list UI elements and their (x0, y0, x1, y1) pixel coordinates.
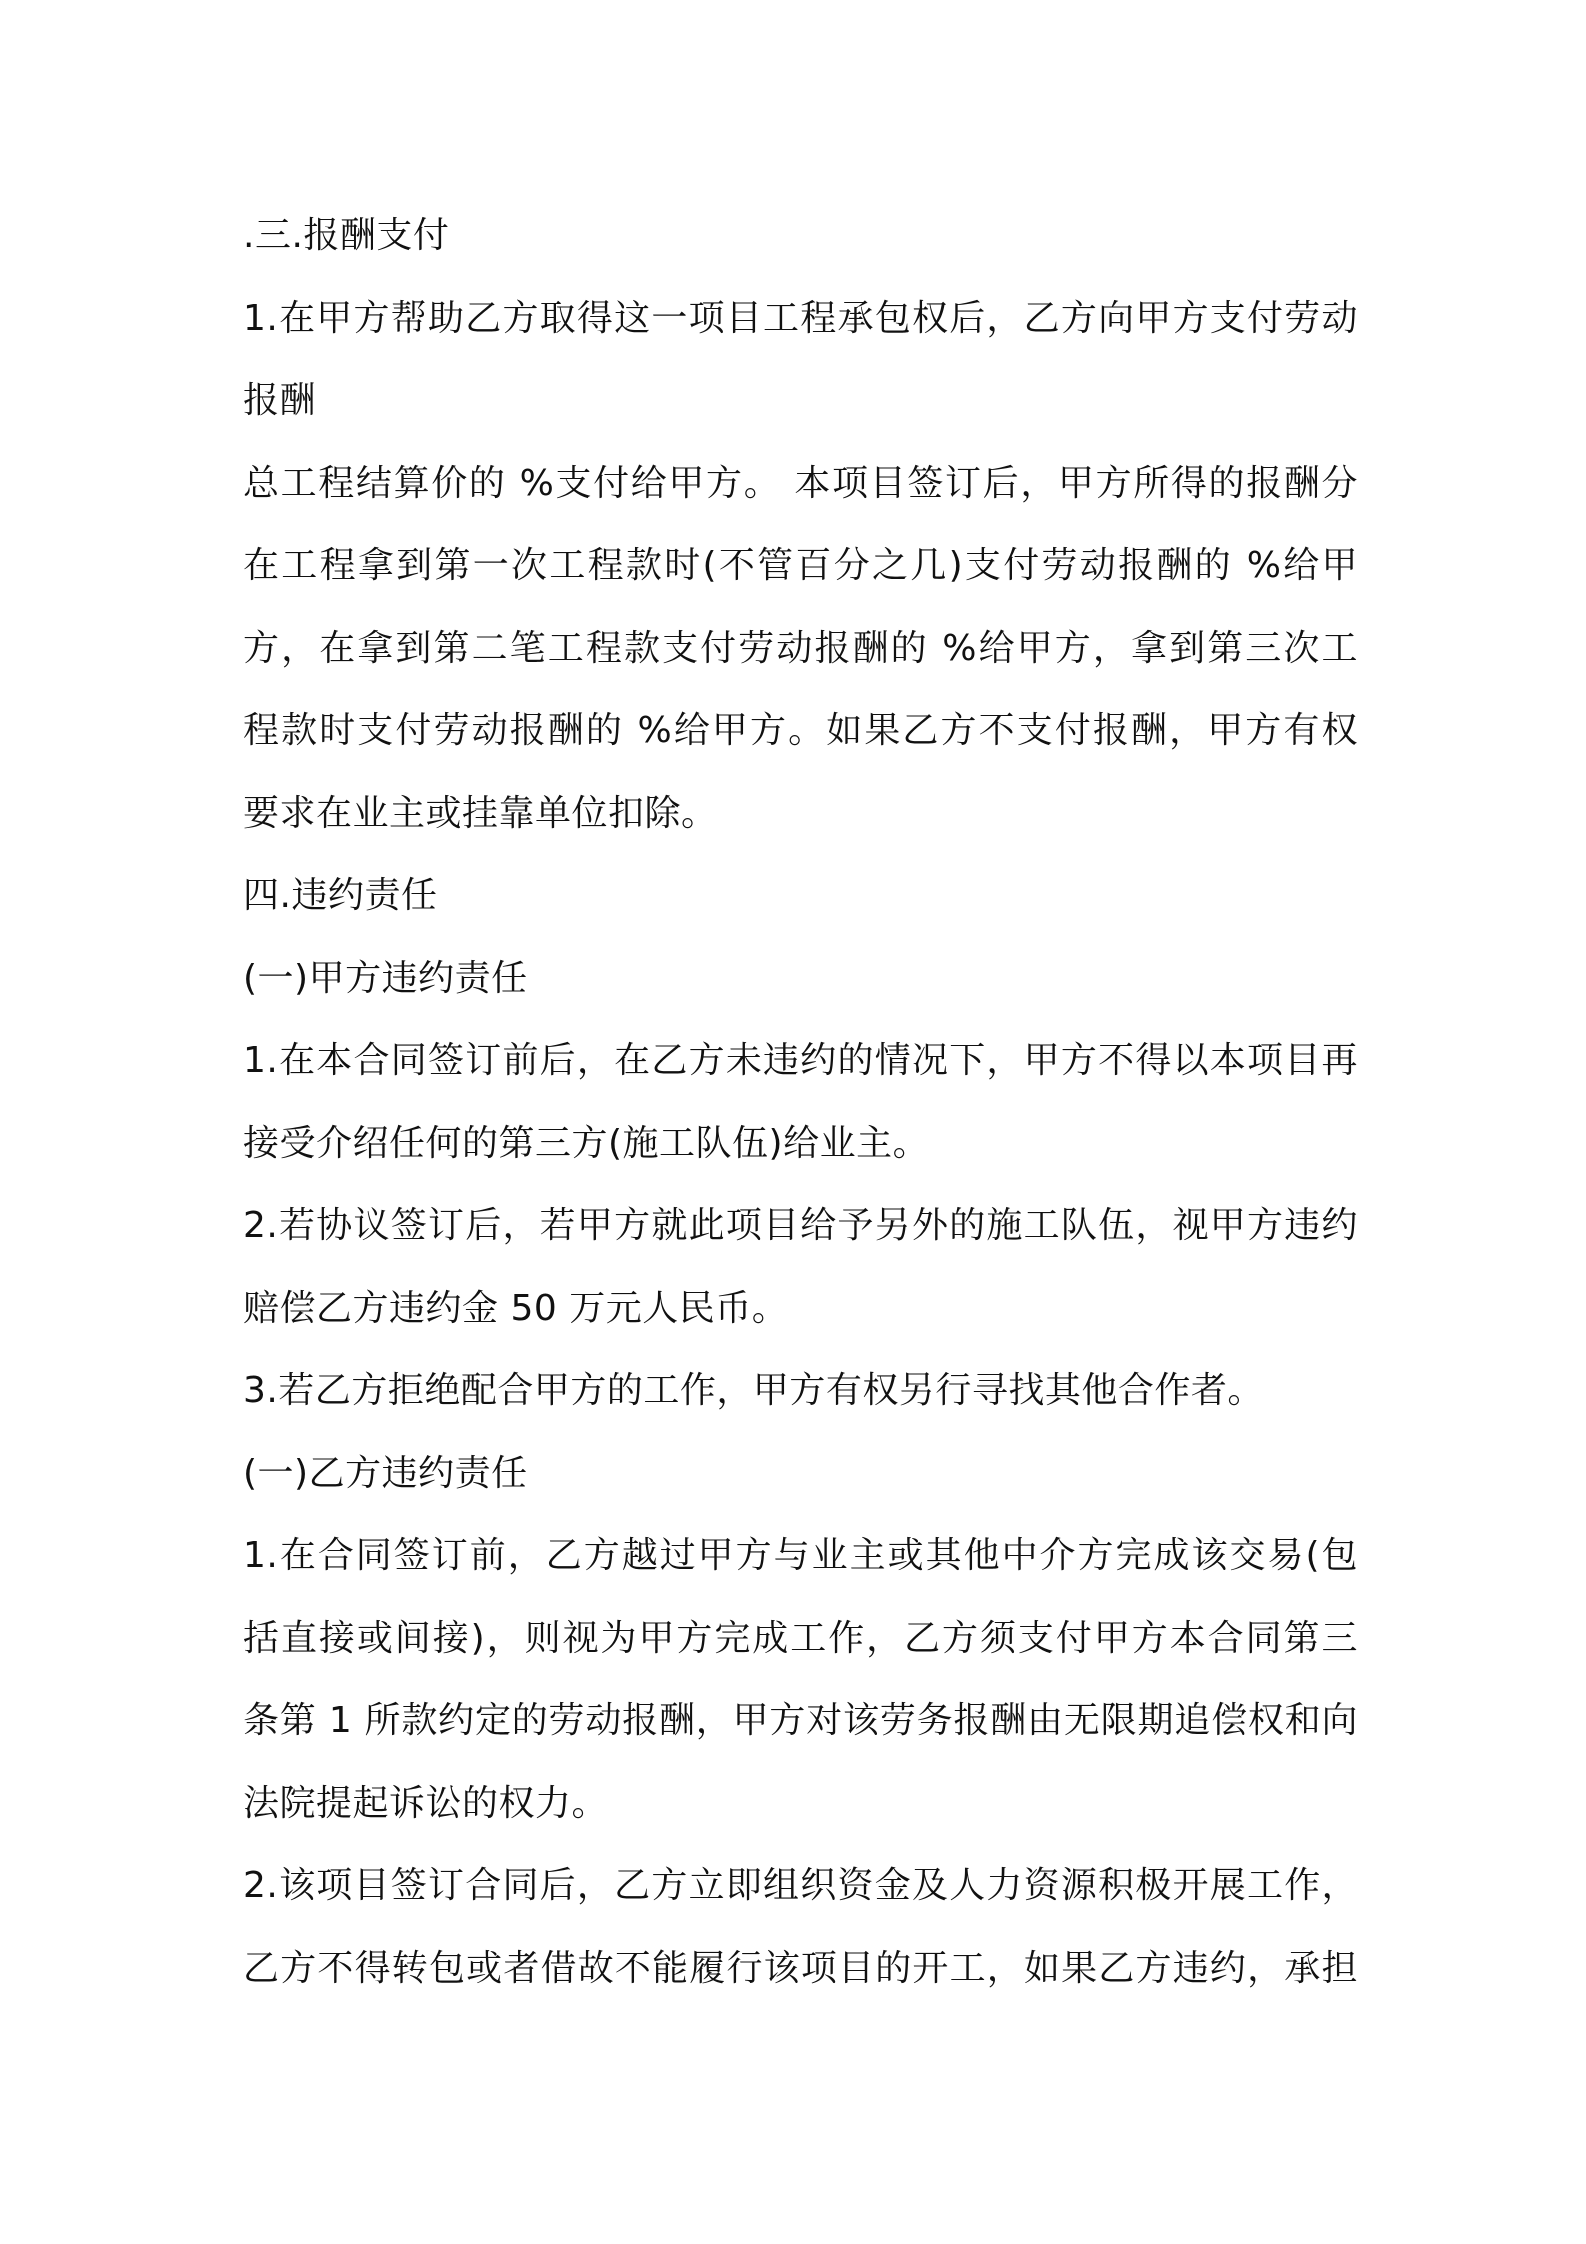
paragraph-line: 总工程结算价的 %支付给甲方。 本项目签订后，甲方所得的报酬分 (243, 462, 1358, 504)
paragraph-line: 条第 1 所款约定的劳动报酬，甲方对该劳务报酬由无限期追偿权和向 (243, 1700, 1358, 1741)
paragraph-line: 2.若协议签订后，若甲方就此项目给予另外的施工队伍，视甲方违约 (243, 1205, 1358, 1246)
paragraph-line: 乙方不得转包或者借故不能履行该项目的开工，如果乙方违约，承担 (243, 1947, 1358, 1989)
subsection-heading-party-a: (一)甲方违约责任 (243, 957, 528, 999)
paragraph-line: 3.若乙方拒绝配合甲方的工作，甲方有权另行寻找其他合作者。 (243, 1370, 1264, 1411)
paragraph-line: 方，在拿到第二笔工程款支付劳动报酬的 %给甲方，拿到第三次工 (243, 627, 1358, 669)
subsection-heading-party-b: (一)乙方违约责任 (243, 1452, 528, 1494)
paragraph-line: 赔偿乙方违约金 50 万元人民币。 (243, 1287, 789, 1329)
document-body (243, 195, 1358, 2010)
paragraph-line: 报酬 (243, 380, 317, 421)
section-heading-payment: .三.报酬支付 (243, 215, 450, 256)
paragraph-line: 要求在业主或挂靠单位扣除。 (243, 792, 718, 834)
paragraph-line: 法院提起诉讼的权力。 (243, 1782, 609, 1824)
paragraph-line: 2.该项目签订合同后，乙方立即组织资金及人力资源积极开展工作， (243, 1865, 1358, 1906)
paragraph-line: 1.在合同签订前，乙方越过甲方与业主或其他中介方完成该交易(包 (243, 1535, 1358, 1576)
paragraph-line: 在工程拿到第一次工程款时(不管百分之几)支付劳动报酬的 %给甲 (243, 545, 1358, 586)
paragraph-line: 程款时支付劳动报酬的 %给甲方。如果乙方不支付报酬，甲方有权 (243, 710, 1358, 751)
paragraph-line: 1.在甲方帮助乙方取得这一项目工程承包权后，乙方向甲方支付劳动 (243, 297, 1358, 339)
section-heading-breach: 四.违约责任 (243, 875, 438, 916)
paragraph-line: 接受介绍任何的第三方(施工队伍)给业主。 (243, 1122, 930, 1164)
paragraph-line: 1.在本合同签订前后，在乙方未违约的情况下，甲方不得以本项目再 (243, 1040, 1358, 1081)
paragraph-line: 括直接或间接)，则视为甲方完成工作，乙方须支付甲方本合同第三 (243, 1617, 1358, 1659)
